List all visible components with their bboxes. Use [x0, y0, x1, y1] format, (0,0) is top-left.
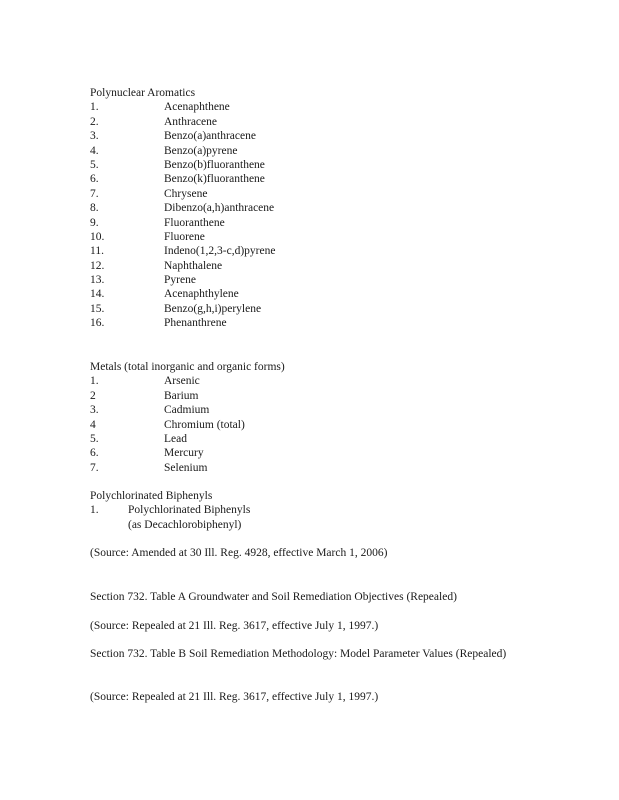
- list-item: [90, 115, 530, 129]
- item-name: Benzo(a)anthracene: [164, 130, 256, 143]
- item-name: Phenanthrene: [164, 317, 227, 330]
- item-number: 13.: [90, 274, 105, 287]
- item-name: Fluoranthene: [164, 216, 225, 229]
- item-name: Benzo(g,h,i)perylene: [164, 302, 262, 315]
- item-name: Benzo(b)fluoranthene: [164, 158, 265, 171]
- list-item: [90, 172, 530, 186]
- item-number: 4.: [90, 144, 99, 157]
- list-item: [90, 144, 530, 158]
- item-name: Benzo(k)fluoranthene: [164, 173, 265, 186]
- source-amended-note: (Source: Amended at 30 Ill. Reg. 4928, effective March 1, 2006): [90, 547, 388, 559]
- item-name: Acenaphthylene: [164, 288, 239, 301]
- section-table-a-title: Section 732. Table A Groundwater and Soil Remediation Objectives (Repealed): [90, 591, 457, 603]
- list-item: [90, 201, 530, 215]
- list-item: [90, 244, 530, 258]
- item-number: 5.: [90, 158, 99, 171]
- item-number: 8.: [90, 202, 99, 215]
- item-number: 1.: [90, 101, 99, 114]
- item-name: Acenaphthene: [164, 101, 230, 114]
- section-table-b-title: Section 732. Table B Soil Remediation Methodology: Model Parameter Values (Repealed): [90, 648, 507, 660]
- pcb-heading: Polychlorinated Biphenyls: [90, 490, 213, 502]
- list-item: [90, 302, 530, 316]
- list-item: [90, 403, 530, 417]
- item-name: Polychlorinated Biphenyls: [128, 504, 251, 517]
- list-item: [90, 100, 530, 114]
- list-item: [90, 432, 530, 446]
- item-number: 6.: [90, 173, 99, 186]
- list-item: [90, 129, 530, 143]
- item-subtext: (as Decachlorobiphenyl): [128, 518, 242, 531]
- item-number: 7.: [90, 461, 99, 474]
- list-item: [90, 503, 530, 517]
- list-item: [90, 461, 530, 475]
- item-name: Mercury: [164, 447, 204, 460]
- item-number: 6.: [90, 447, 99, 460]
- item-number: 12.: [90, 259, 105, 272]
- list-item: [90, 287, 530, 301]
- list-item: [90, 446, 530, 460]
- item-name: Indeno(1,2,3-c,d)pyrene: [164, 245, 276, 258]
- item-number: 2.: [90, 115, 99, 128]
- section-table-a-source: (Source: Repealed at 21 Ill. Reg. 3617, effective July 1, 1997.): [90, 620, 379, 632]
- item-number: 15.: [90, 302, 105, 315]
- item-number: 14.: [90, 288, 105, 301]
- pcb-section: [90, 489, 530, 532]
- item-number: 7.: [90, 187, 99, 200]
- metals-heading: Metals (total inorganic and organic forms): [90, 361, 285, 373]
- item-number: 1.: [90, 375, 99, 388]
- item-name: Chrysene: [164, 187, 208, 200]
- list-item: [90, 316, 530, 330]
- list-item: [90, 374, 530, 388]
- list-item: [90, 230, 530, 244]
- list-item: [90, 273, 530, 287]
- item-name: Cadmium: [164, 404, 210, 417]
- item-number: 4: [90, 418, 96, 431]
- list-item: [90, 418, 530, 432]
- item-number: 3.: [90, 404, 99, 417]
- item-number: 5.: [90, 432, 99, 445]
- list-item: [90, 187, 530, 201]
- item-name: Anthracene: [164, 115, 217, 128]
- item-number: 1.: [90, 504, 99, 517]
- list-item: [90, 389, 530, 403]
- item-number: 11.: [90, 245, 104, 258]
- pah-section: [90, 86, 530, 331]
- item-name: Fluorene: [164, 230, 205, 243]
- list-item: [90, 158, 530, 172]
- section-table-b-source: (Source: Repealed at 21 Ill. Reg. 3617, effective July 1, 1997.): [90, 691, 379, 703]
- item-name: Arsenic: [164, 375, 200, 388]
- item-name: Selenium: [164, 461, 208, 474]
- list-item: [90, 216, 530, 230]
- item-name: Barium: [164, 389, 199, 402]
- item-number: 10.: [90, 230, 105, 243]
- item-name: Lead: [164, 432, 187, 445]
- item-number: 2: [90, 389, 96, 402]
- pah-heading: Polynuclear Aromatics: [90, 87, 196, 99]
- item-name: Benzo(a)pyrene: [164, 144, 238, 157]
- item-name: Dibenzo(a,h)anthracene: [164, 202, 275, 215]
- list-item: [90, 259, 530, 273]
- item-number: 9.: [90, 216, 99, 229]
- item-number: 3.: [90, 130, 99, 143]
- item-name: Chromium (total): [164, 418, 245, 431]
- item-number: 16.: [90, 317, 105, 330]
- item-name: Naphthalene: [164, 259, 223, 272]
- item-name: Pyrene: [164, 274, 196, 287]
- metals-section: [90, 360, 530, 475]
